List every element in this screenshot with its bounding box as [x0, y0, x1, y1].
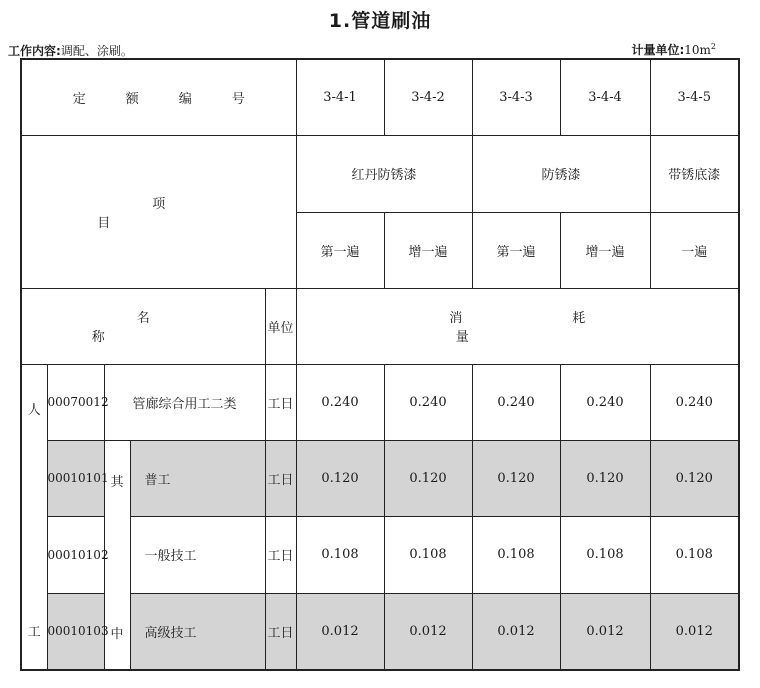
row-value: 0.120: [384, 440, 472, 517]
unit-column-label: 单位: [265, 288, 296, 364]
row-value: 0.120: [296, 440, 384, 517]
work-content: [8, 42, 133, 59]
row-name: 一般技工: [130, 517, 265, 594]
row-code: 00010102: [47, 517, 104, 594]
labor-side-label: [21, 364, 47, 670]
group-header: 防锈漆: [472, 135, 650, 212]
quota-code: 3-4-3: [472, 59, 560, 135]
row-unit: 工日: [265, 517, 296, 594]
row-value: 0.240: [650, 364, 739, 440]
row-code: 00010101: [47, 440, 104, 517]
row-name: 管廊综合用工二类: [104, 364, 265, 440]
row-value: 0.108: [560, 517, 650, 594]
row-value: 0.120: [650, 440, 739, 517]
row-unit: 工日: [265, 440, 296, 517]
quota-code: 3-4-4: [560, 59, 650, 135]
group-header: 红丹防锈漆: [296, 135, 472, 212]
labor-side-bottom: 工: [27, 624, 41, 640]
row-value: 0.108: [384, 517, 472, 594]
page-title: 1.管道刷油: [328, 10, 432, 32]
quota-number-row: [21, 59, 739, 135]
row-unit: 工日: [265, 364, 296, 440]
item-group-row: [21, 135, 739, 212]
table-row: [21, 440, 739, 517]
row-code: 00010103: [47, 593, 104, 670]
quota-code: 3-4-2: [384, 59, 472, 135]
row-name: 高级技工: [130, 593, 265, 670]
row-value: 0.108: [472, 517, 560, 594]
unit-superscript: 2: [710, 42, 716, 51]
row-value: 0.012: [472, 593, 560, 670]
row-code: 00070012: [47, 364, 104, 440]
table-row: [21, 364, 739, 440]
unit-of-measure: [631, 41, 716, 58]
quota-number-label: 定额编号: [21, 59, 296, 135]
row-value: 0.240: [472, 364, 560, 440]
pass-header: 一遍: [650, 212, 739, 288]
unit-value: 10m: [684, 43, 711, 57]
row-value: 0.108: [296, 517, 384, 594]
quota-code: 3-4-1: [296, 59, 384, 135]
row-name: 普工: [130, 440, 265, 517]
pass-header: 增一遍: [384, 212, 472, 288]
sub-label-bottom: 中: [110, 626, 124, 642]
group-header: 带锈底漆: [650, 135, 739, 212]
item-label: 项目: [21, 135, 296, 288]
row-value: 0.240: [296, 364, 384, 440]
pass-header: 第一遍: [472, 212, 560, 288]
row-value: 0.120: [472, 440, 560, 517]
quota-code: 3-4-5: [650, 59, 739, 135]
labor-side-top: 人: [27, 402, 41, 418]
row-value: 0.012: [296, 593, 384, 670]
pass-header: 第一遍: [296, 212, 384, 288]
quota-table: [20, 58, 740, 671]
sub-label-top: 其: [110, 474, 124, 490]
work-content-value: 调配、涂刷。: [60, 44, 133, 58]
work-content-label: 工作内容:: [8, 44, 61, 58]
row-value: 0.012: [650, 593, 739, 670]
row-value: 0.120: [560, 440, 650, 517]
sub-label: [104, 440, 130, 670]
row-value: 0.108: [650, 517, 739, 594]
row-value: 0.240: [384, 364, 472, 440]
pass-header: 增一遍: [560, 212, 650, 288]
consumption-label: 消耗量: [296, 288, 739, 364]
row-unit: 工日: [265, 593, 296, 670]
row-value: 0.012: [560, 593, 650, 670]
name-label: 名称: [21, 288, 265, 364]
row-value: 0.012: [384, 593, 472, 670]
name-header-row: [21, 288, 739, 364]
row-value: 0.240: [560, 364, 650, 440]
unit-label: 计量单位:: [631, 43, 685, 57]
